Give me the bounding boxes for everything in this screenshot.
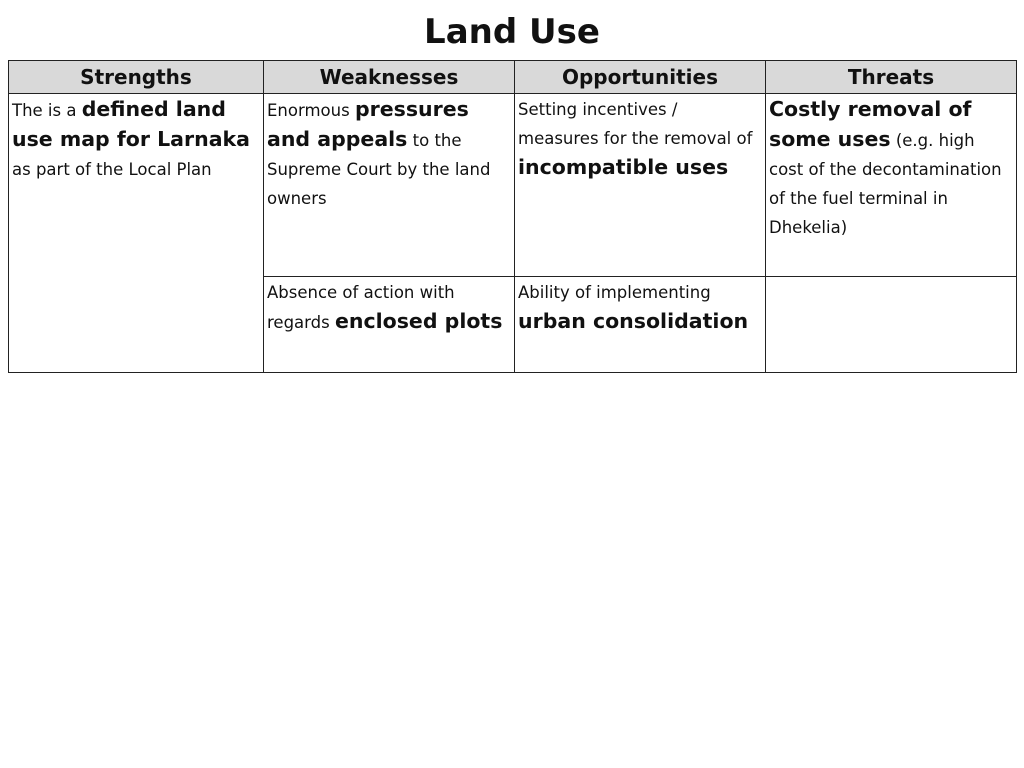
threats-cell-empty <box>766 277 1017 373</box>
table-row <box>9 94 1017 277</box>
opportunities-emphasis: incompatible uses <box>518 155 729 179</box>
threats-cell <box>766 94 1017 277</box>
header-strengths: Strengths <box>9 61 264 94</box>
opportunities-text: Setting incentives / measures for the removal of <box>518 100 753 148</box>
weaknesses-text: Absence of action with regards <box>267 283 455 332</box>
threats-text: (e.g. high cost of the decontamination of the fuel terminal in Dhekelia) <box>769 131 1002 237</box>
swot-table <box>8 60 1017 373</box>
opportunities-text: Ability of implementing <box>518 283 711 302</box>
strengths-cell <box>9 94 264 373</box>
opportunities-emphasis: urban consolidation <box>518 309 749 333</box>
threats-emphasis: Costly removal of some uses <box>769 97 972 151</box>
strengths-text: as part of the Local Plan <box>12 160 212 179</box>
opportunities-cell <box>515 94 766 277</box>
weaknesses-cell <box>264 94 515 277</box>
weaknesses-text: Enormous <box>267 101 355 120</box>
weaknesses-emphasis: pressures and appeals <box>267 97 469 151</box>
slide-title: Land Use <box>424 12 600 52</box>
header-weaknesses: Weaknesses <box>264 61 515 94</box>
weaknesses-emphasis: enclosed plots <box>334 309 503 333</box>
weaknesses-text: to the Supreme Court by the land owners <box>267 131 491 208</box>
opportunities-cell <box>515 277 766 373</box>
strengths-emphasis: defined land use map for Larnaka <box>12 97 250 151</box>
strengths-text: The is a <box>12 101 82 120</box>
header-threats: Threats <box>766 61 1017 94</box>
header-opportunities: Opportunities <box>515 61 766 94</box>
header-row <box>9 61 1017 94</box>
weaknesses-cell <box>264 277 515 373</box>
